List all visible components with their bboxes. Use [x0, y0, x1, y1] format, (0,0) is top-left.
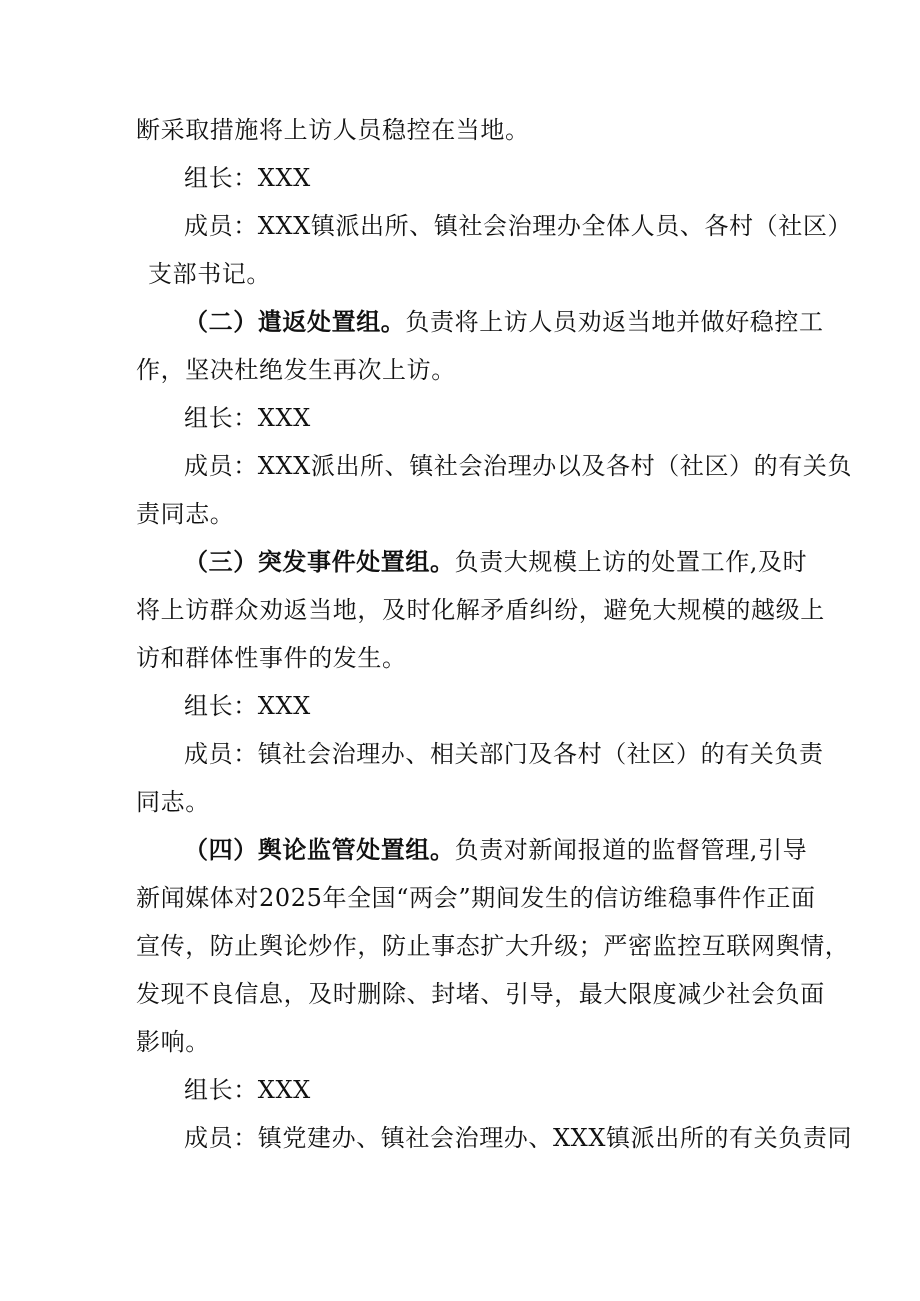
group-members-line: 成员：XXX镇派出所、镇社会治理办全体人员、各村（社区） [184, 212, 853, 240]
section-heading: （四）舆论监管处置组。 [184, 835, 455, 864]
group-leader-line: 组长：XXX [184, 404, 311, 432]
paragraph-line: 作，坚决杜绝发生再次上访。 [136, 356, 456, 384]
section-heading: （二）遣返处置组。 [184, 307, 406, 336]
paragraph-line: 宣传，防止舆论炒作，防止事态扩大升级；严密监控互联网舆情， [136, 932, 850, 960]
group-leader-line: 组长：XXX [184, 692, 311, 720]
section-text: 负责大规模上访的处置工作,及时 [454, 548, 808, 576]
group-leader-line: 组长：XXX [184, 164, 311, 192]
section-heading-line [136, 298, 824, 346]
paragraph-line: 将上访群众劝返当地，及时化解矛盾纠纷，避免大规模的越级上 [136, 596, 825, 624]
group-leader-line: 组长：XXX [184, 1076, 311, 1104]
paragraph-line: 同志。 [136, 788, 210, 816]
paragraph-line: 断采取措施将上访人员稳控在当地。 [136, 116, 530, 144]
paragraph-line: 新闻媒体对2025年全国“两会”期间发生的信访维稳事件作正面 [136, 884, 816, 912]
group-members-line: 成员：镇社会治理办、相关部门及各村（社区）的有关负责 [184, 740, 824, 768]
paragraph-line: 影响。 [136, 1028, 210, 1056]
group-members-line: 成员：XXX派出所、镇社会治理办以及各村（社区）的有关负 [184, 452, 853, 480]
section-text: 负责将上访人员劝返当地并做好稳控工 [405, 308, 824, 336]
section-heading-line [136, 826, 808, 874]
group-members-line: 成员：镇党建办、镇社会治理办、XXX镇派出所的有关负责同 [184, 1124, 853, 1152]
paragraph-line: 发现不良信息，及时删除、封堵、引导，最大限度减少社会负面 [136, 980, 825, 1008]
section-heading-line [136, 538, 808, 586]
paragraph-line: 责同志。 [136, 500, 235, 528]
section-heading: （三）突发事件处置组。 [184, 547, 455, 576]
paragraph-line: 访和群体性事件的发生。 [136, 644, 407, 672]
document-page [136, 106, 853, 1162]
section-text: 负责对新闻报道的监督管理,引导 [454, 836, 808, 864]
paragraph-line: 支部书记。 [148, 260, 271, 288]
